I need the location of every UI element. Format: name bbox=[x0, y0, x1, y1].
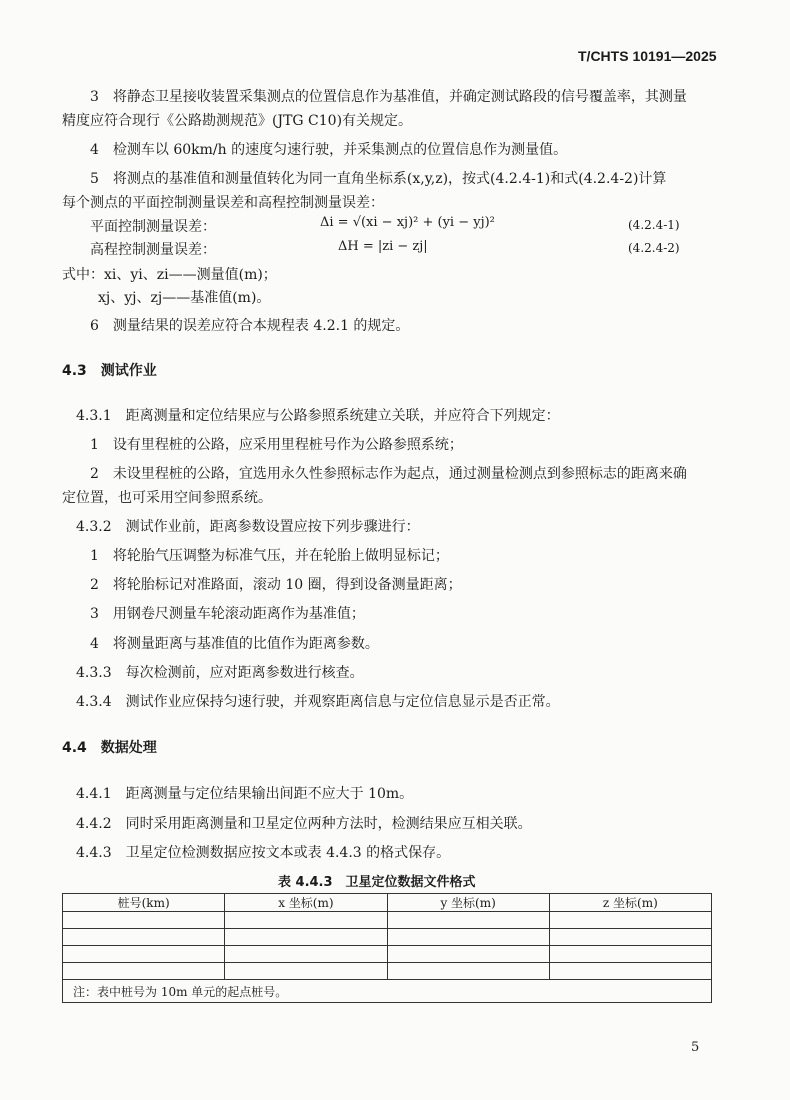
table-row bbox=[63, 929, 712, 946]
para-4: 4 检测车以 60km/h 的速度匀速行驶，并采集测点的位置信息作为测量值。 bbox=[90, 142, 568, 158]
page-number: 5 bbox=[691, 1040, 700, 1055]
clause-4-3-1-item1: 1 设有里程桩的公路，应采用里程桩号作为公路参照系统； bbox=[90, 437, 463, 453]
table-header-cell: z 坐标(m) bbox=[549, 894, 711, 912]
where-line2: xj、yj、zj——基准值(m)。 bbox=[98, 290, 271, 306]
clause-4-4-3: 4.4.3 卫星定位检测数据应按文本或表 4.4.3 的格式保存。 bbox=[76, 845, 451, 861]
para-6: 6 测量结果的误差应符合本规程表 4.2.1 的规定。 bbox=[90, 318, 410, 334]
table-note-row bbox=[63, 980, 712, 1003]
eq1-formula: Δi = √(xi − xj)² + (yi − yj)² bbox=[320, 215, 495, 230]
para-5-line1: 5 将测点的基准值和测量值转化为同一直角坐标系(x,y,z)，按式(4.2.4-1)和式(4.2.4-2)计算 bbox=[90, 171, 667, 187]
clause-4-3-2-item3: 3 用钢卷尺测量车轮滚动距离作为基准值； bbox=[90, 606, 365, 622]
eq1-label: 平面控制测量误差： bbox=[90, 219, 216, 235]
table-row bbox=[63, 912, 712, 929]
table-header-cell: x 坐标(m) bbox=[225, 894, 387, 912]
header-code: T/CHTS 10191—2025 bbox=[578, 48, 717, 64]
clause-4-4-1: 4.4.1 距离测量与定位结果输出间距不应大于 10m。 bbox=[76, 786, 414, 802]
clause-4-3-2-item1: 1 将轮胎气压调整为标准气压，并在轮胎上做明显标记； bbox=[90, 548, 449, 564]
data-format-table bbox=[62, 893, 712, 1003]
clause-4-3-1-item2-line2: 定位置，也可采用空间参照系统。 bbox=[62, 490, 272, 506]
clause-4-3-2: 4.3.2 测试作业前，距离参数设置应按下列步骤进行： bbox=[76, 519, 420, 535]
section-4-4-heading: 4.4 数据处理 bbox=[62, 740, 157, 756]
para-3-line1: 3 将静态卫星接收装置采集测点的位置信息作为基准值，并确定测试路段的信号覆盖率，其测量 bbox=[90, 89, 687, 105]
section-4-3-heading: 4.3 测试作业 bbox=[62, 363, 157, 379]
clause-4-3-1: 4.3.1 距离测量和定位结果应与公路参照系统建立关联，并应符合下列规定： bbox=[76, 408, 560, 424]
table-note: 注：表中桩号为 10m 单元的起点桩号。 bbox=[63, 980, 712, 1003]
table-row bbox=[63, 963, 712, 980]
eq1-number: (4.2.4-1) bbox=[628, 218, 680, 232]
table-header-cell: y 坐标(m) bbox=[387, 894, 549, 912]
clause-4-3-3: 4.3.3 每次检测前，应对距离参数进行核查。 bbox=[76, 665, 364, 681]
eq2-formula: ΔH = |zi − zj| bbox=[338, 239, 428, 254]
clause-4-3-1-item2-line1: 2 未设里程桩的公路，宜选用永久性参照标志作为起点，通过测量检测点到参照标志的距离来确 bbox=[90, 466, 687, 482]
eq2-label: 高程控制测量误差： bbox=[90, 242, 216, 258]
table-row bbox=[63, 946, 712, 963]
where-line1: 式中：xi、yi、zi——测量值(m)； bbox=[62, 267, 277, 283]
clause-4-4-2: 4.4.2 同时采用距离测量和卫星定位两种方法时，检测结果应互相关联。 bbox=[76, 816, 532, 832]
para-5-line2: 每个测点的平面控制测量误差和高程控制测量误差： bbox=[62, 195, 384, 211]
clause-4-3-2-item4: 4 将测量距离与基准值的比值作为距离参数。 bbox=[90, 636, 379, 652]
table-header-cell: 桩号(km) bbox=[63, 894, 225, 912]
eq2-number: (4.2.4-2) bbox=[628, 241, 680, 255]
table-caption: 表 4.4.3 卫星定位数据文件格式 bbox=[278, 875, 476, 890]
clause-4-3-2-item2: 2 将轮胎标记对准路面，滚动 10 圈，得到设备测量距离； bbox=[90, 577, 462, 593]
para-3-line2: 精度应符合现行《公路勘测规范》(JTG C10)有关规定。 bbox=[62, 113, 413, 129]
clause-4-3-4: 4.3.4 测试作业应保持匀速行驶，并观察距离信息与定位信息显示是否正常。 bbox=[76, 694, 560, 710]
table-header-row bbox=[63, 894, 712, 912]
